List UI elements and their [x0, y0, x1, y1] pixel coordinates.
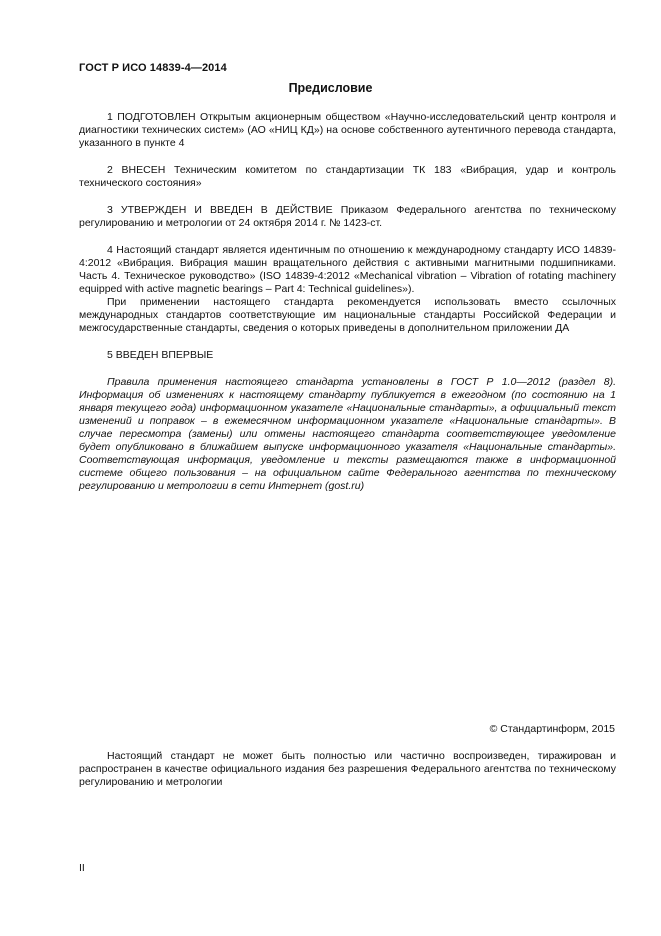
document-code: ГОСТ Р ИСО 14839-4—2014: [79, 62, 227, 74]
foreword-body: [79, 111, 616, 493]
page-number: II: [79, 862, 85, 874]
reproduction-notice: Настоящий стандарт не может быть полностью или частично воспроизведен, тиражирован и распространен в качестве официального издания без разрешения Федерального агентства по техническому регулированию и метрологии: [79, 750, 616, 788]
paragraph-application-rules: Правила применения настоящего стандарта установлены в ГОСТ Р 1.0—2012 (раздел 8). Информация об изменениях к настоящему стандарту публикуется в ежегодном (по состоянию на 1 января текущего года) информационном указателе «Национальные стандарты», а официальный текст изменений и поправок – в ежемесячном информационном указателе «Национальные стандарты». В случае пересмотра (замены) или отмены настоящего стандарта соответствующее уведомление будет опубликовано в ближайшем выпуске информационного указателя «Национальные стандарты». Соответствующая информация, уведомление и тексты размещаются также в информационной системе общего пользования – на официальном сайте Федерального агентства по техническому регулированию и метрологии в сети Интернет (gost.ru): [79, 376, 616, 492]
paragraph-introduced: 2 ВНЕСЕН Техническим комитетом по стандартизации ТК 183 «Вибрация, удар и контроль технического состояния»: [79, 164, 616, 189]
copyright-line: © Стандартинформ, 2015: [489, 723, 615, 735]
paragraph-approved: 3 УТВЕРЖДЕН И ВВЕДЕН В ДЕЙСТВИЕ Приказом Федерального агентства по техническому регулированию и метрологии от 24 октября 2014 г. № 1423-ст.: [79, 204, 616, 229]
page-title: Предисловие: [288, 81, 373, 95]
paragraph-reference-standards: При применении настоящего стандарта рекомендуется использовать вместо ссылочных международных стандартов соответствующие им национальные стандарты Российской Федерации и межгосударственные стандарты, сведения о которых приведены в дополнительном приложении ДА: [79, 296, 616, 334]
paragraph-identical: 4 Настоящий стандарт является идентичным по отношению к международному стандарту ИСО 14839-4:2012 «Вибрация. Вибрация машин вращательного действия с активными магнитными подшипниками. Часть 4. Техническое руководство» (ISO 14839-4:2012 «Mechanical vibration – Vibration of rotating machinery equipped with active magnetic bearings – Part 4: Technical guidelines»).: [79, 244, 616, 295]
paragraph-prepared: 1 ПОДГОТОВЛЕН Открытым акционерным обществом «Научно-исследовательский центр контроля и диагностики технических систем» (АО «НИЦ КД») на основе собственного аутентичного перевода стандарта, указанного в пункте 4: [79, 111, 616, 149]
paragraph-first-introduced: 5 ВВЕДЕН ВПЕРВЫЕ: [107, 349, 214, 361]
